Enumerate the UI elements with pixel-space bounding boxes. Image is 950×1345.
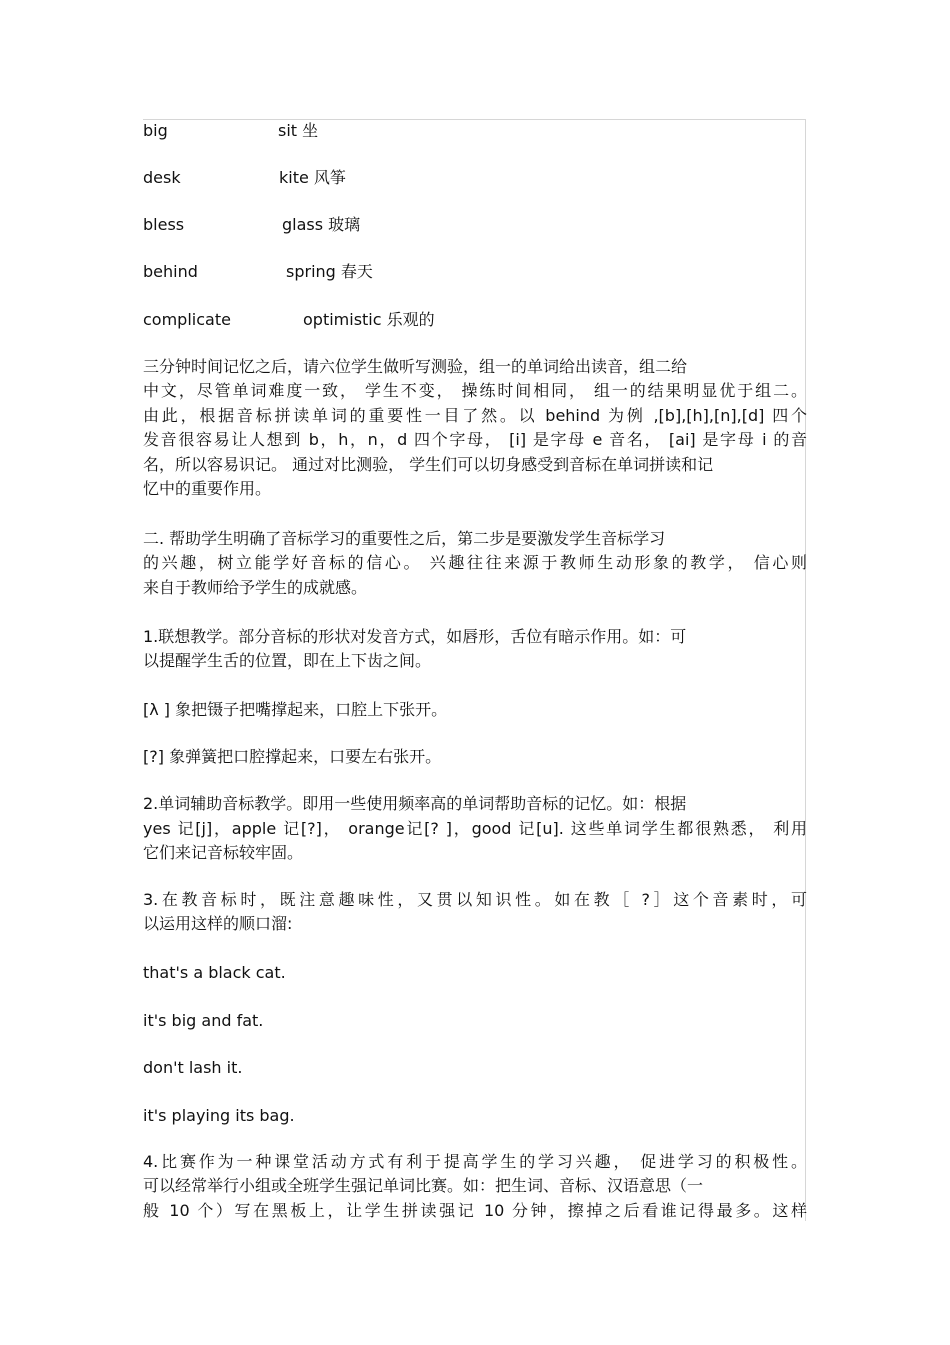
text-line: 以提醒学生舌的位置，即在上下齿之间。: [143, 651, 432, 670]
text-line: 2.单词辅助音标教学。即用一些使用频率高的单词帮助音标的记忆。如：根据: [143, 794, 687, 813]
word-right: sit 坐: [278, 121, 319, 140]
text-line: 可以经常举行小组或全班学生强记单词比赛。如：把生词、音标、汉语意思（一: [143, 1176, 704, 1195]
word-left: desk: [143, 168, 181, 187]
text-line: 来自于教师给予学生的成就感。: [143, 578, 368, 597]
word-left: bless: [143, 215, 185, 234]
text-line: 1.联想教学。部分音标的形状对发音方式，如唇形，舌位有暗示作用。如：可: [143, 627, 687, 646]
text-line: 的兴趣，树立能学好音标的信心。 兴趣往往来源于教师生动形象的教学， 信心则: [143, 553, 807, 572]
text-line: 由此，根据音标拼读单词的重要性一目了然。以 behind 为例 ,[b],[h],[n],[d] 四个: [143, 406, 807, 425]
text-line: 3.在教音标时，既注意趣味性，又贯以知识性。如在教［ ?］这个音素时，可: [143, 890, 807, 909]
text-line: 三分钟时间记忆之后，请六位学生做听写测验，组一的单词给出读音，组二给: [143, 357, 688, 376]
text-line: [?] 象弹簧把口腔撑起来，口要左右张开。: [143, 747, 442, 766]
text-line: [λ ] 象把镊子把嘴撑起来，口腔上下张开。: [143, 700, 448, 719]
text-line: 般 10 个）写在黑板上，让学生拼读强记 10 分钟，擦掉之后看谁记得最多。这样: [143, 1201, 807, 1220]
text-line: 发音很容易让人想到 b，h，n，d 四个字母， [i] 是字母 e 音名， [ai] 是字母 i 的音: [143, 430, 807, 449]
word-right: glass 玻璃: [282, 215, 361, 234]
text-line: 忆中的重要作用。: [143, 479, 272, 498]
word-right: spring 春天: [286, 262, 373, 281]
rhyme-line: don't lash it.: [143, 1058, 243, 1077]
word-left: big: [143, 121, 168, 140]
text-line: 名，所以容易识记。 通过对比测验， 学生们可以切身感受到音标在单词拼读和记: [143, 455, 714, 474]
text-line: 它们来记音标较牢固。: [143, 843, 304, 862]
text-line: 中文，尽管单词难度一致， 学生不变， 操练时间相同， 组一的结果明显优于组二。: [143, 381, 807, 400]
rhyme-line: that's a black cat.: [143, 963, 286, 982]
rhyme-line: it's playing its bag.: [143, 1106, 295, 1125]
word-right: kite 风筝: [279, 168, 346, 187]
word-right: optimistic 乐观的: [303, 310, 435, 329]
word-left: behind: [143, 262, 198, 281]
rhyme-line: it's big and fat.: [143, 1011, 264, 1030]
text-line: yes 记[j]，apple 记[?]， orange记[? ]，good 记[u]. 这些单词学生都很熟悉， 利用: [143, 819, 807, 838]
text-line: 4.比赛作为一种课堂活动方式有利于提高学生的学习兴趣， 促进学习的积极性。: [143, 1152, 807, 1171]
text-line: 以运用这样的顺口溜:: [143, 914, 293, 933]
text-line: 二. 帮助学生明确了音标学习的重要性之后，第二步是要激发学生音标学习: [143, 529, 666, 548]
word-left: complicate: [143, 310, 231, 329]
